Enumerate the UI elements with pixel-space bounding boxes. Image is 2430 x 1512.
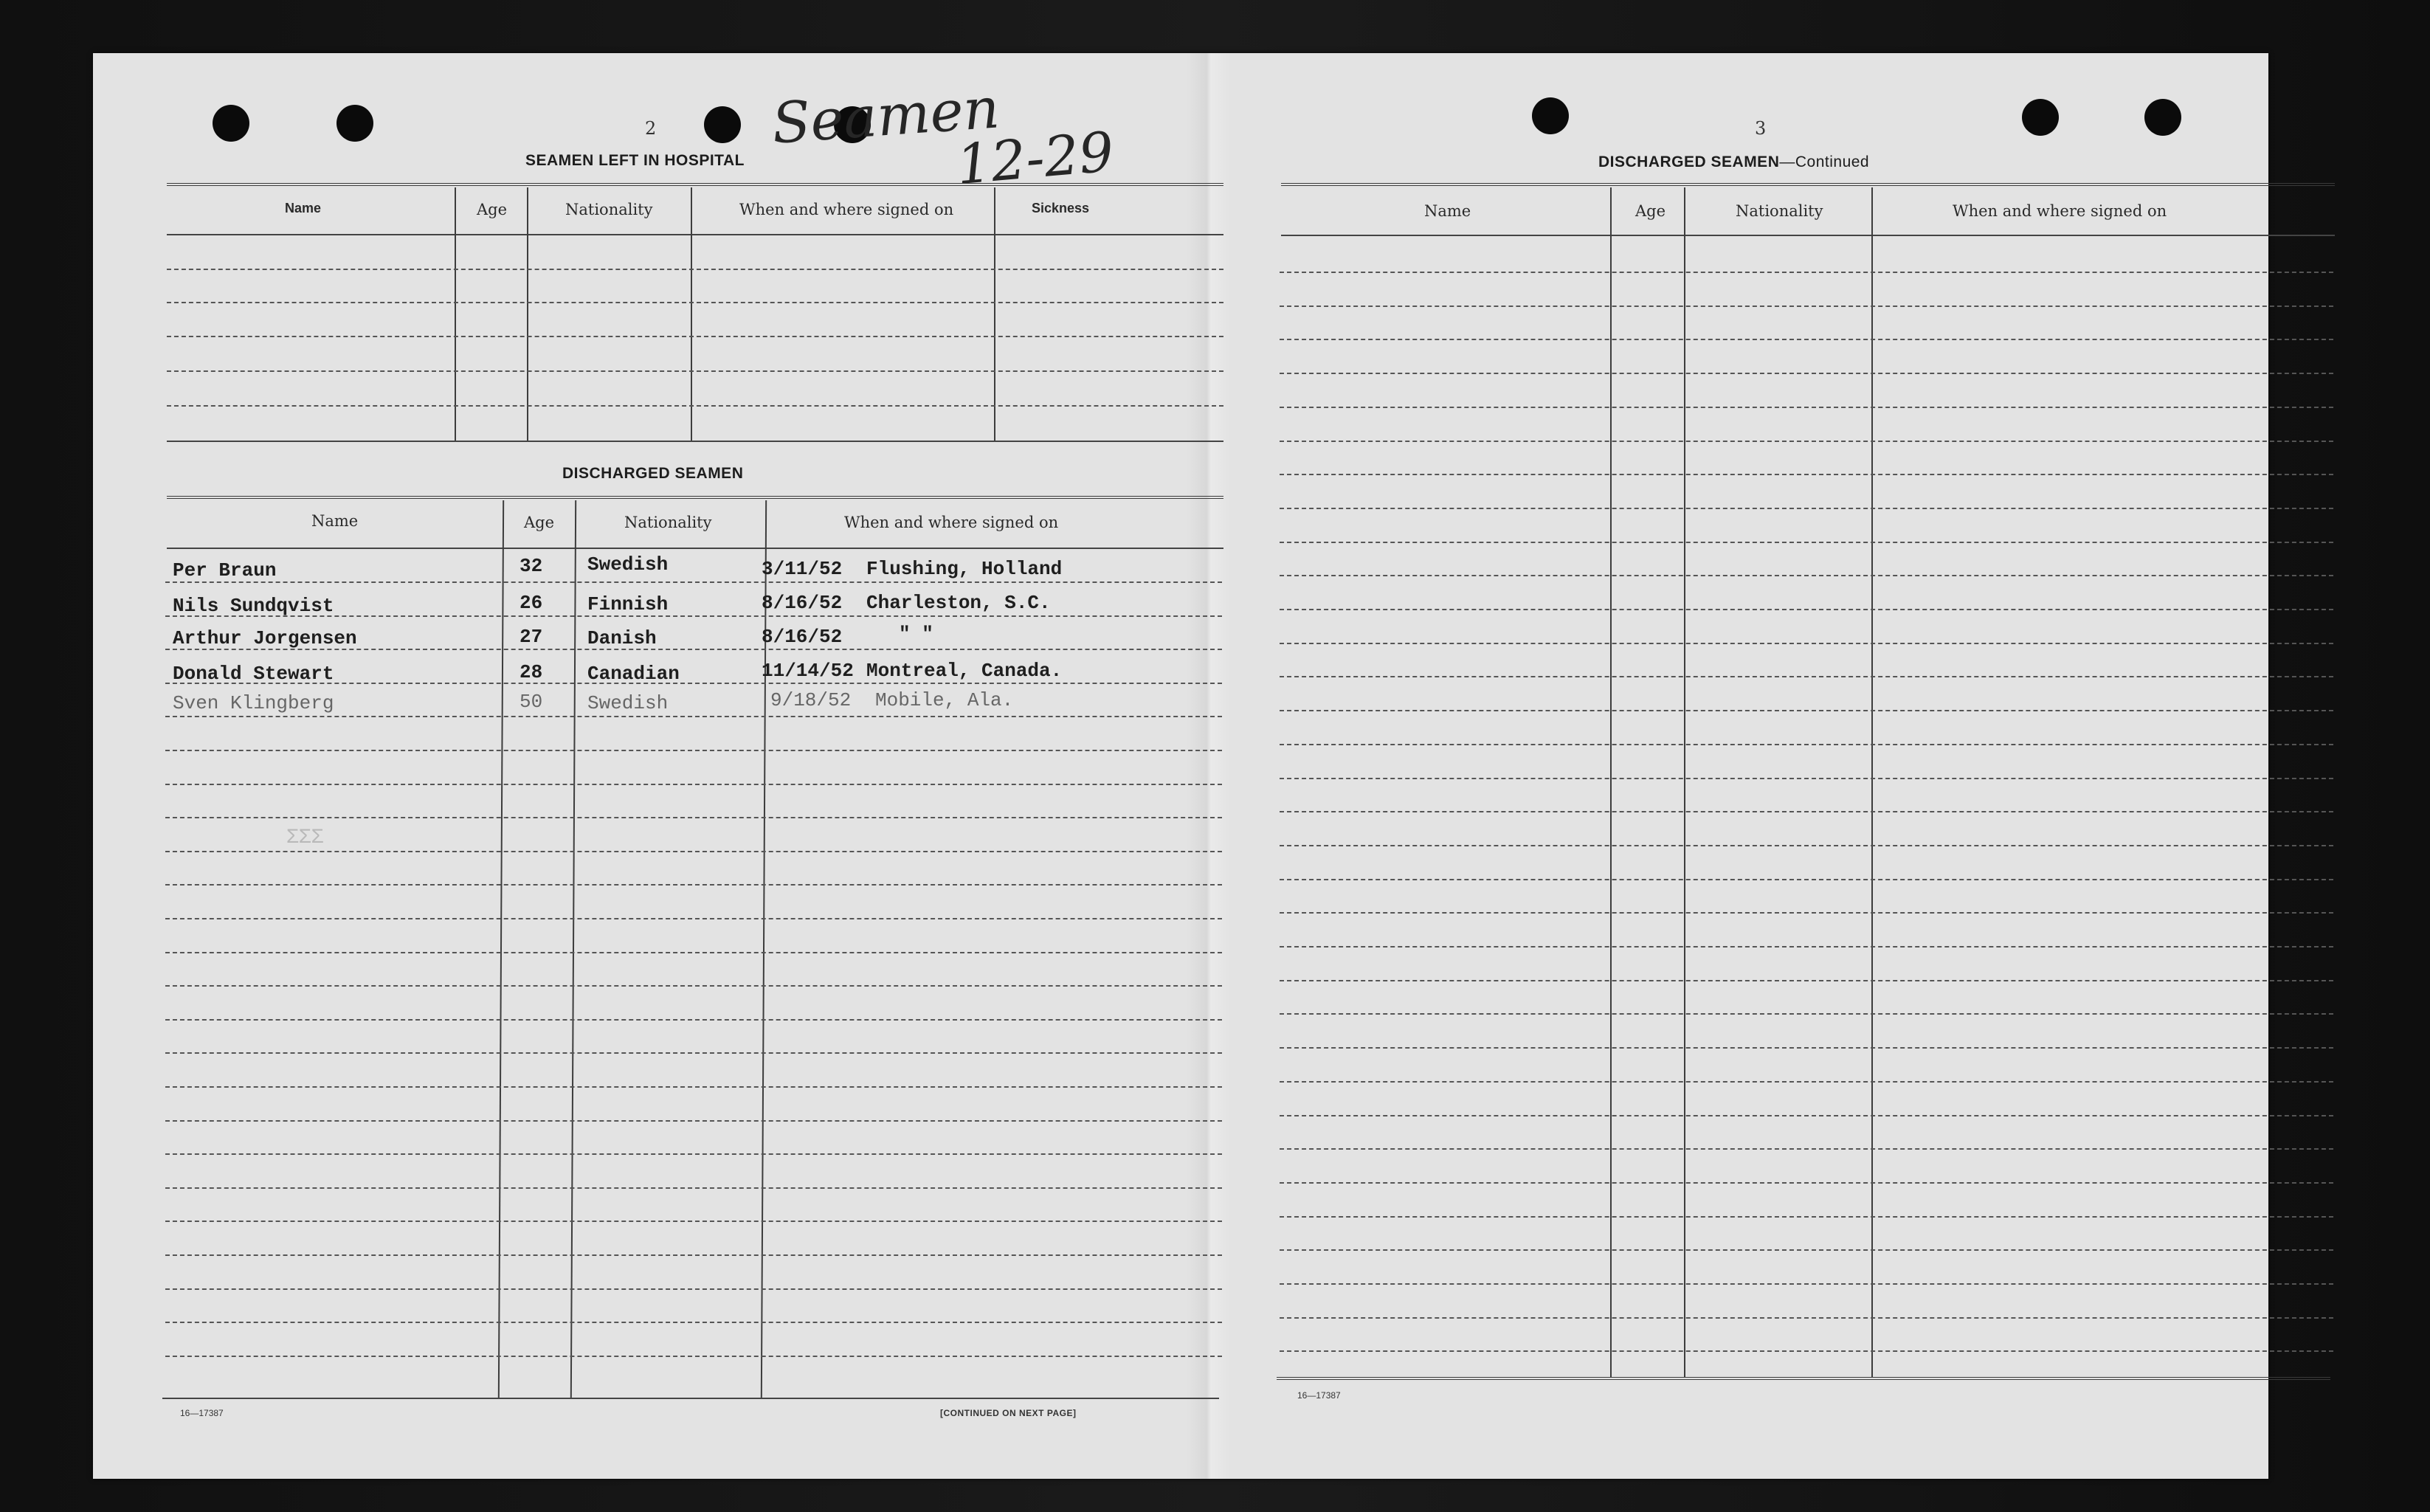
row-line [1280, 1283, 2333, 1285]
row-line [1280, 710, 2333, 711]
punch-hole [1532, 97, 1569, 134]
seaman-age: 50 [520, 691, 543, 713]
seaman-nationality: Swedish [587, 692, 669, 714]
row-line [167, 269, 1223, 270]
signed-on-date: 8/16/52 [762, 626, 843, 648]
row-line [1280, 845, 2333, 846]
seaman-age: 32 [520, 555, 543, 577]
signed-on-date: 8/16/52 [762, 592, 843, 614]
row-line [1280, 1013, 2333, 1015]
row-line [1280, 912, 2333, 914]
row-line [1280, 441, 2333, 442]
row-line [1280, 474, 2333, 475]
row-line [1280, 305, 2333, 307]
row-line [165, 985, 1222, 987]
row-line [165, 649, 1222, 650]
column-header-age: Age [524, 514, 555, 531]
right-section-title-suffix: —Continued [1779, 153, 1870, 170]
seaman-name: Donald Stewart [173, 663, 334, 685]
row-line [165, 1187, 1222, 1189]
row-line [165, 851, 1222, 852]
row-line [1280, 946, 2333, 947]
signed-on-date: 11/14/52 [762, 660, 854, 682]
column-divider [1610, 187, 1612, 1377]
row-line [1280, 508, 2333, 509]
seaman-nationality: Swedish [587, 553, 669, 576]
row-line [167, 336, 1223, 337]
column-divider [1871, 187, 1873, 1377]
row-line [165, 784, 1222, 785]
punch-hole [704, 106, 741, 143]
punch-hole [2144, 99, 2181, 136]
row-line [165, 1153, 1222, 1155]
signed-on-place: Charleston, S.C. [866, 592, 1051, 614]
column-header-name: Name [1424, 202, 1471, 220]
row-line [1280, 1249, 2333, 1251]
table-rule [167, 496, 1223, 499]
row-line [1280, 643, 2333, 644]
row-line [165, 1019, 1222, 1021]
row-line [165, 1052, 1222, 1054]
row-line [1280, 1047, 2333, 1049]
seaman-name: Nils Sundqvist [173, 595, 334, 617]
column-header-sickness: Sickness [1032, 201, 1090, 215]
left-footer-form-number: 16—17387 [180, 1408, 224, 1418]
row-line [165, 1120, 1222, 1122]
row-line [1280, 542, 2333, 543]
row-line [165, 1288, 1222, 1290]
row-line [165, 817, 1222, 818]
seaman-name: Sven Klingberg [173, 692, 334, 714]
column-header-age: Age [1635, 202, 1666, 220]
punch-hole [2022, 99, 2059, 136]
row-line [165, 884, 1222, 886]
right-section-title-main: DISCHARGED SEAMEN [1598, 153, 1780, 170]
seaman-age: 28 [520, 661, 543, 683]
column-divider [570, 500, 576, 1398]
row-line [167, 405, 1223, 407]
seaman-nationality: Danish [587, 627, 657, 649]
continued-note: [CONTINUED ON NEXT PAGE] [940, 1408, 1077, 1418]
row-line [165, 716, 1222, 717]
table-rule [167, 548, 1223, 549]
row-line [1280, 879, 2333, 880]
row-line [165, 918, 1222, 919]
signed-on-place: " " [899, 623, 933, 645]
column-header-nationality: Nationality [565, 201, 653, 218]
seaman-name: Per Braun [173, 559, 277, 581]
column-divider [498, 500, 504, 1398]
signed-on-date: 3/11/52 [762, 558, 843, 580]
row-line [1280, 1216, 2333, 1218]
right-page-number: 3 [1755, 118, 1767, 139]
seaman-nationality: Finnish [587, 593, 669, 615]
row-line [1280, 811, 2333, 812]
row-line [1280, 407, 2333, 408]
row-line [167, 302, 1223, 303]
row-line [165, 1356, 1222, 1357]
row-line [165, 750, 1222, 751]
row-line [1280, 373, 2333, 374]
row-line [1280, 575, 2333, 576]
discharged-section-title: DISCHARGED SEAMEN [562, 465, 744, 482]
seaman-age: 27 [520, 626, 543, 648]
row-line [1280, 272, 2333, 273]
column-header-name: Name [285, 201, 322, 215]
column-header-age: Age [477, 201, 508, 218]
right-footer-form-number: 16—17387 [1297, 1390, 1341, 1401]
row-line [165, 683, 1222, 684]
document-spread [93, 53, 2268, 1479]
table-rule [167, 441, 1223, 442]
table-rule [162, 1398, 1219, 1399]
row-line [1280, 1182, 2333, 1184]
column-header-signed-on: When and where signed on [844, 514, 1059, 531]
row-line [165, 1322, 1222, 1323]
seaman-nationality: Canadian [587, 663, 680, 685]
row-line [165, 1254, 1222, 1256]
column-divider [455, 187, 456, 441]
row-line [165, 581, 1222, 583]
row-line [165, 615, 1222, 617]
faint-mark: ΣΣΣ [286, 826, 324, 849]
handwritten-date: 12-29 [953, 120, 1116, 198]
row-line [165, 952, 1222, 953]
column-divider [994, 187, 995, 441]
row-line [1280, 1115, 2333, 1116]
table-rule [167, 234, 1223, 235]
row-line [165, 1086, 1222, 1088]
seaman-name: Arthur Jorgensen [173, 627, 357, 649]
column-header-nationality: Nationality [1736, 202, 1823, 220]
row-line [1280, 609, 2333, 610]
table-rule [1281, 183, 2335, 186]
column-header-nationality: Nationality [624, 514, 712, 531]
signed-on-place: Montreal, Canada. [866, 660, 1063, 682]
column-divider [691, 187, 692, 441]
row-line [1280, 1081, 2333, 1083]
punch-hole [213, 105, 249, 142]
hospital-section-title: SEAMEN LEFT IN HOSPITAL [525, 152, 745, 169]
right-section-title [1598, 153, 1869, 171]
row-line [167, 370, 1223, 372]
column-header-signed-on: When and where signed on [1953, 202, 2167, 220]
column-divider [1684, 187, 1685, 1377]
row-line [1280, 1350, 2333, 1352]
row-line [1280, 980, 2333, 981]
signed-on-place: Mobile, Ala. [875, 689, 1014, 711]
punch-hole [336, 105, 373, 142]
row-line [1280, 744, 2333, 745]
signed-on-place: Flushing, Holland [866, 558, 1063, 580]
column-header-name: Name [311, 512, 359, 530]
column-divider [527, 187, 528, 441]
signed-on-date: 9/18/52 [770, 689, 852, 711]
row-line [1280, 339, 2333, 340]
handwritten-note: Seamen [770, 75, 1002, 156]
table-rule [1277, 1377, 2330, 1380]
row-line [1280, 1317, 2333, 1319]
row-line [1280, 1148, 2333, 1150]
row-line [1280, 778, 2333, 779]
row-line [1280, 676, 2333, 677]
page-fold [1187, 53, 1231, 1479]
left-page-number: 2 [645, 118, 657, 139]
column-header-signed-on: When and where signed on [739, 201, 954, 218]
table-rule [1281, 235, 2335, 236]
row-line [165, 1221, 1222, 1222]
table-rule [167, 183, 1223, 186]
seaman-age: 26 [520, 592, 543, 614]
